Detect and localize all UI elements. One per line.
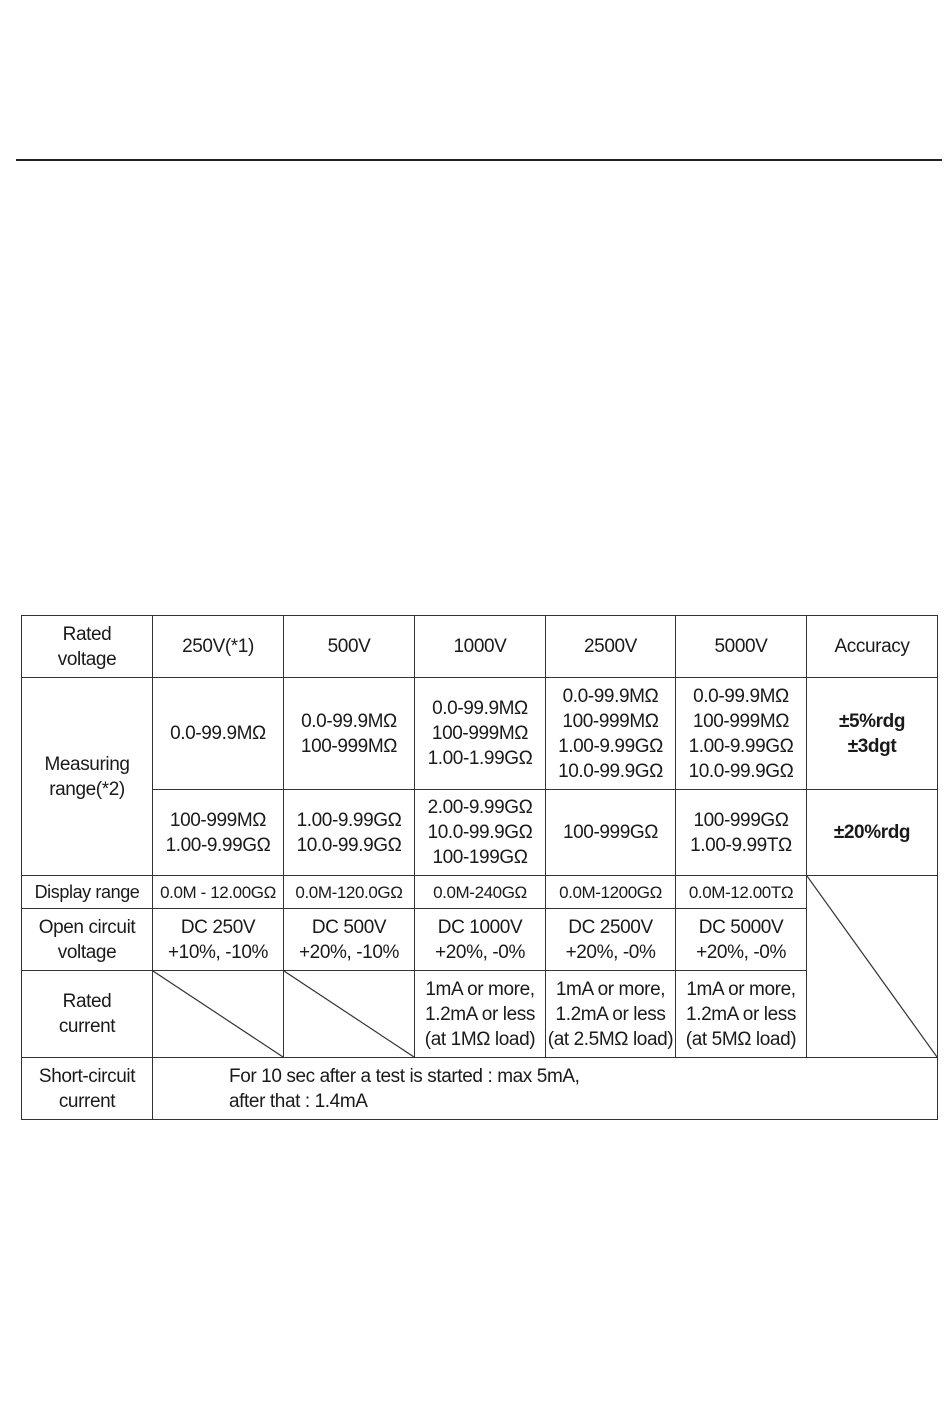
display-range-cell: 0.0M-240GΩ	[415, 876, 546, 909]
measuring-range-cell	[415, 678, 546, 790]
range-line: 1.00-9.99GΩ	[558, 735, 663, 757]
measuring-range-label	[22, 678, 153, 876]
current-line: 1.2mA or less	[555, 1003, 666, 1025]
diagonal-slash-line	[807, 876, 937, 1057]
voltage-line: DC 5000V	[698, 916, 784, 938]
range-line: 0.0-99.9MΩ	[170, 723, 266, 744]
rated-current-empty-cell	[284, 971, 415, 1058]
rated-current-empty-cell	[153, 971, 284, 1058]
accuracy-line: ±3dgt	[847, 735, 897, 757]
open-circuit-cell	[153, 909, 284, 971]
range-line: 1.00-9.99GΩ	[688, 735, 794, 757]
col-header-1000v: 1000V	[415, 616, 546, 678]
tolerance-line: +20%, -10%	[298, 941, 400, 963]
measuring-range-cell	[415, 790, 546, 876]
range-line: 1.00-1.99GΩ	[427, 748, 533, 769]
measuring-range-cell	[546, 790, 676, 876]
measuring-range-cell	[284, 790, 415, 876]
measuring-range-cell	[153, 678, 284, 790]
range-line: 100-199GΩ	[432, 847, 528, 868]
voltage-line: DC 500V	[311, 916, 387, 938]
short-circuit-row	[22, 1058, 938, 1120]
col-header-250v: 250V(*1)	[153, 616, 284, 678]
label-line: Short-circuit	[38, 1065, 136, 1087]
note-line: For 10 sec after a test is started : max 5mA,	[229, 1065, 580, 1087]
range-line: 100-999GΩ	[562, 822, 659, 843]
open-circuit-cell	[546, 909, 676, 971]
tolerance-line: +20%, -0%	[696, 941, 786, 963]
label-line: voltage	[57, 941, 117, 963]
range-line: 0.0-99.9MΩ	[693, 685, 789, 707]
measuring-range-row-2	[22, 790, 938, 876]
col-header-2500v: 2500V	[546, 616, 676, 678]
col-header-500v: 500V	[284, 616, 415, 678]
current-line: 1mA or more,	[555, 978, 666, 1000]
rated-current-label	[22, 971, 153, 1058]
current-line: 1mA or more,	[425, 978, 535, 1000]
current-line: (at 1MΩ load)	[424, 1028, 536, 1050]
accuracy-empty-cell	[807, 876, 938, 1058]
range-line: 100-999MΩ	[300, 735, 398, 757]
measuring-range-cell	[546, 678, 676, 790]
header-label-line: voltage	[57, 648, 117, 670]
header-row	[22, 616, 938, 678]
range-line: 100-999MΩ	[562, 710, 659, 732]
range-line: 2.00-9.99GΩ	[427, 797, 533, 818]
header-label-line: Rated	[62, 623, 112, 645]
open-circuit-row	[22, 909, 938, 971]
range-line: 10.0-99.9GΩ	[427, 822, 533, 843]
accuracy-header: Accuracy	[807, 616, 938, 678]
measuring-range-cell	[284, 678, 415, 790]
measuring-range-cell	[153, 790, 284, 876]
accuracy-cell: ±20%rdg	[807, 790, 938, 876]
note-line: after that : 1.4mA	[229, 1090, 368, 1112]
short-circuit-note	[153, 1058, 938, 1120]
display-range-label: Display range	[22, 876, 153, 909]
top-divider-line	[16, 159, 942, 161]
rated-current-cell	[676, 971, 807, 1058]
voltage-line: DC 2500V	[568, 916, 653, 938]
range-line: 100-999MΩ	[692, 710, 790, 732]
measuring-range-cell	[676, 790, 807, 876]
display-range-cell: 0.0M-1200GΩ	[546, 876, 676, 909]
label-line: Measuring	[44, 753, 130, 775]
rated-voltage-header	[22, 616, 153, 678]
label-line: current	[58, 1016, 116, 1037]
tolerance-line: +20%, -0%	[565, 941, 656, 963]
range-line: 0.0-99.9MΩ	[432, 698, 528, 719]
tolerance-line: +10%, -10%	[167, 941, 269, 963]
range-line: 100-999MΩ	[169, 809, 267, 831]
range-line: 10.0-99.9GΩ	[296, 834, 402, 856]
range-line: 0.0-99.9MΩ	[562, 685, 659, 707]
range-line: 0.0-99.9MΩ	[301, 710, 397, 732]
diagonal-slash-line	[153, 971, 283, 1057]
current-line: (at 2.5MΩ load)	[547, 1028, 674, 1050]
rated-current-cell	[546, 971, 676, 1058]
current-line: 1.2mA or less	[686, 1003, 796, 1025]
label-line: Rated	[62, 991, 112, 1012]
tolerance-line: +20%, -0%	[435, 941, 525, 963]
open-circuit-cell	[415, 909, 546, 971]
current-line: (at 5MΩ load)	[685, 1028, 797, 1050]
label-line: range(*2)	[49, 778, 125, 800]
accuracy-cell	[807, 678, 938, 790]
accuracy-line: ±5%rdg	[838, 710, 906, 732]
label-line: current	[58, 1090, 116, 1112]
range-line: 10.0-99.9GΩ	[688, 760, 794, 782]
range-line: 100-999MΩ	[431, 723, 529, 744]
display-range-cell: 0.0M-12.00TΩ	[676, 876, 807, 909]
col-header-5000v: 5000V	[676, 616, 807, 678]
specification-table	[21, 615, 938, 1120]
display-range-cell: 0.0M - 12.00GΩ	[153, 876, 284, 909]
range-line: 100-999GΩ	[693, 809, 789, 831]
short-circuit-label	[22, 1058, 153, 1120]
current-line: 1.2mA or less	[425, 1003, 535, 1025]
measuring-range-cell	[676, 678, 807, 790]
diagonal-slash-line	[284, 971, 414, 1057]
open-circuit-label	[22, 909, 153, 971]
open-circuit-cell	[676, 909, 807, 971]
voltage-line: DC 1000V	[437, 916, 523, 938]
rated-current-cell	[415, 971, 546, 1058]
open-circuit-cell	[284, 909, 415, 971]
rated-current-row	[22, 971, 938, 1058]
display-range-cell: 0.0M-120.0GΩ	[284, 876, 415, 909]
range-line: 1.00-9.99GΩ	[296, 809, 402, 831]
range-line: 1.00-9.99TΩ	[690, 834, 792, 856]
current-line: 1mA or more,	[686, 978, 796, 1000]
display-range-row	[22, 876, 938, 909]
voltage-line: DC 250V	[180, 916, 256, 938]
range-line: 10.0-99.9GΩ	[558, 760, 663, 782]
label-line: Open circuit	[38, 916, 136, 938]
range-line: 1.00-9.99GΩ	[165, 834, 271, 856]
measuring-range-row-1	[22, 678, 938, 790]
